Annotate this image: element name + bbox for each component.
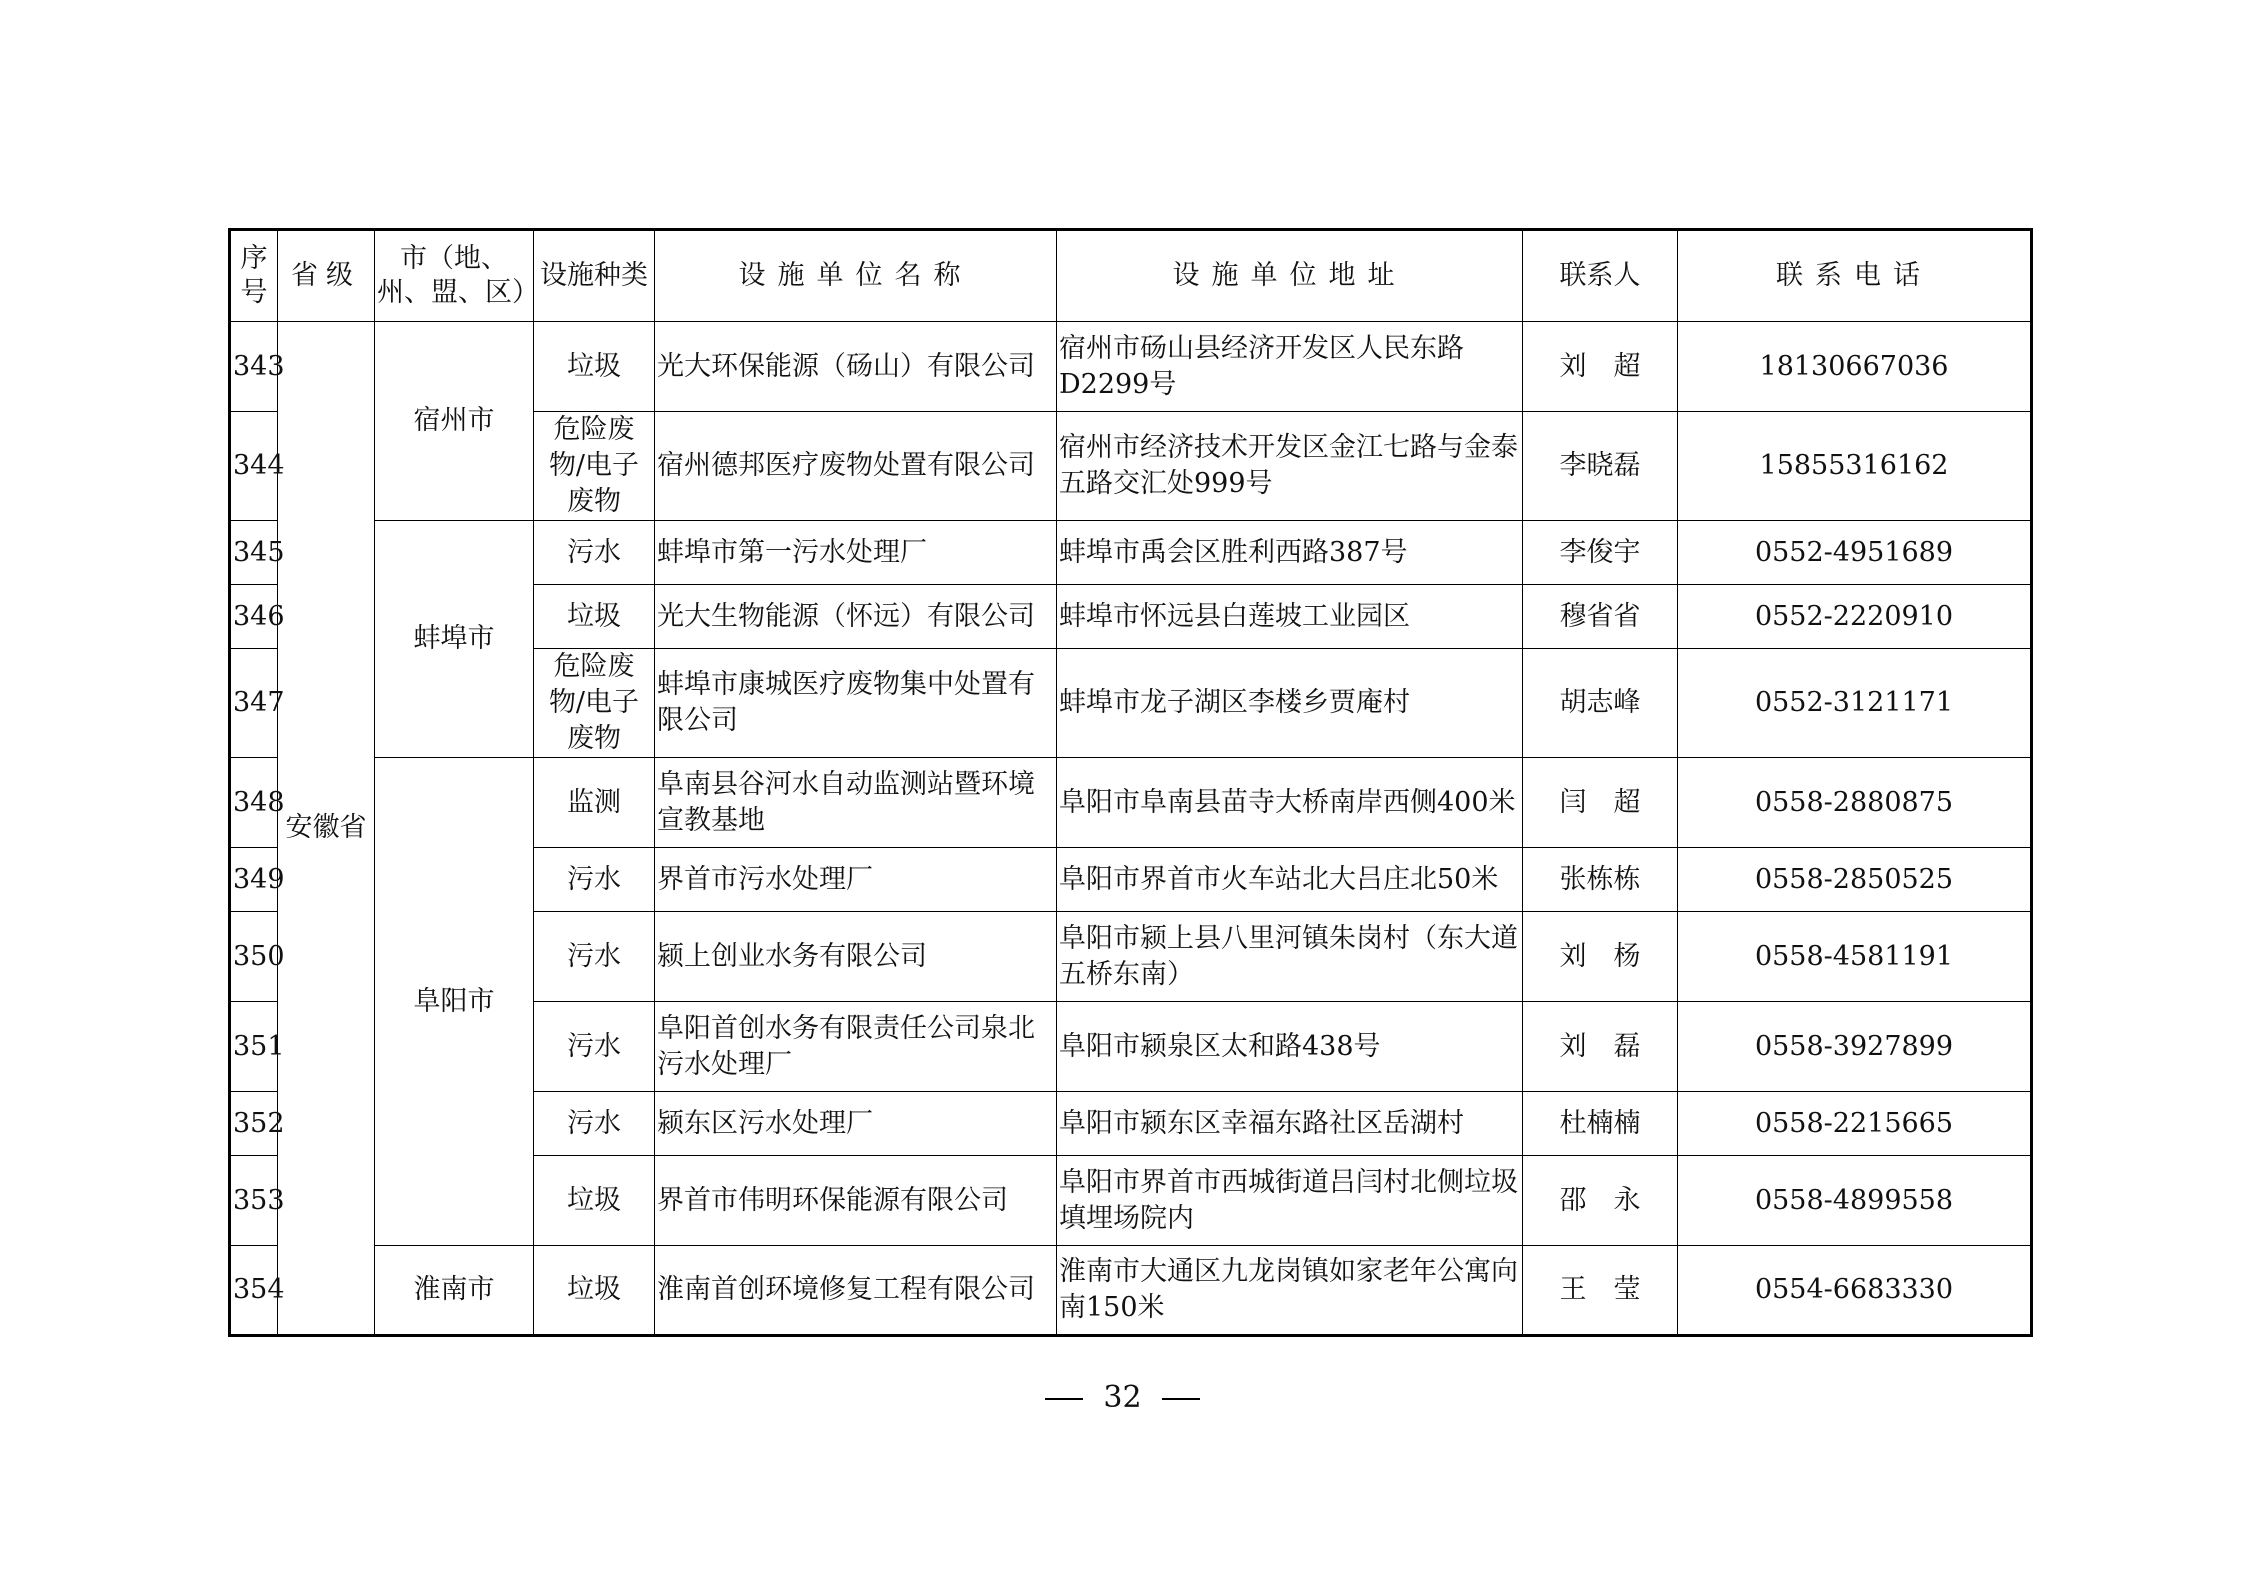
header-phone: 联系电话 (1678, 230, 2032, 322)
cell-seq: 350 (230, 912, 278, 1002)
table-header-row (230, 230, 2032, 322)
cell-address: 淮南市大通区九龙岗镇如家老年公寓向南150米 (1057, 1246, 1523, 1336)
cell-name: 界首市污水处理厂 (655, 848, 1057, 912)
page-number (0, 1380, 2245, 1415)
cell-contact: 穆省省 (1523, 585, 1678, 649)
cell-city-fuyang: 阜阳市 (375, 758, 534, 1246)
cell-name: 光大生物能源（怀远）有限公司 (655, 585, 1057, 649)
table-row (230, 521, 2032, 585)
cell-contact: 李晓磊 (1523, 412, 1678, 521)
cell-phone: 0554-6683330 (1678, 1246, 2032, 1336)
cell-contact: 杜楠楠 (1523, 1092, 1678, 1156)
cell-phone: 0558-4581191 (1678, 912, 2032, 1002)
page-number-value: 32 (1103, 1380, 1142, 1415)
cell-seq: 343 (230, 322, 278, 412)
cell-name: 蚌埠市第一污水处理厂 (655, 521, 1057, 585)
cell-province: 安徽省 (278, 322, 375, 1336)
cell-name: 光大环保能源（砀山）有限公司 (655, 322, 1057, 412)
cell-address: 阜阳市阜南县苗寺大桥南岸西侧400米 (1057, 758, 1523, 848)
table-row (230, 758, 2032, 848)
cell-seq: 351 (230, 1002, 278, 1092)
cell-name: 颍上创业水务有限公司 (655, 912, 1057, 1002)
cell-type: 危险废物/电子废物 (534, 412, 655, 521)
header-contact: 联系人 (1523, 230, 1678, 322)
cell-type: 污水 (534, 521, 655, 585)
cell-contact: 刘 超 (1523, 322, 1678, 412)
cell-phone: 15855316162 (1678, 412, 2032, 521)
cell-seq: 344 (230, 412, 278, 521)
cell-seq: 348 (230, 758, 278, 848)
cell-city-bengbu: 蚌埠市 (375, 521, 534, 758)
cell-seq: 349 (230, 848, 278, 912)
cell-phone: 0552-2220910 (1678, 585, 2032, 649)
cell-type: 污水 (534, 848, 655, 912)
cell-name: 宿州德邦医疗废物处置有限公司 (655, 412, 1057, 521)
cell-seq: 346 (230, 585, 278, 649)
cell-phone: 0558-4899558 (1678, 1156, 2032, 1246)
cell-type: 污水 (534, 1002, 655, 1092)
cell-phone: 0558-3927899 (1678, 1002, 2032, 1092)
cell-phone: 18130667036 (1678, 322, 2032, 412)
cell-address: 阜阳市界首市火车站北大吕庄北50米 (1057, 848, 1523, 912)
cell-name: 蚌埠市康城医疗废物集中处置有限公司 (655, 649, 1057, 758)
cell-address: 蚌埠市怀远县白莲坡工业园区 (1057, 585, 1523, 649)
cell-seq: 353 (230, 1156, 278, 1246)
cell-phone: 0558-2215665 (1678, 1092, 2032, 1156)
page-number-right-dash (1162, 1398, 1200, 1400)
header-seq: 序号 (230, 230, 278, 322)
header-address: 设施单位地址 (1057, 230, 1523, 322)
cell-address: 阜阳市颍上县八里河镇朱岗村（东大道五桥东南） (1057, 912, 1523, 1002)
cell-address: 宿州市砀山县经济开发区人民东路D2299号 (1057, 322, 1523, 412)
cell-name: 阜阳首创水务有限责任公司泉北污水处理厂 (655, 1002, 1057, 1092)
cell-seq: 347 (230, 649, 278, 758)
cell-type: 垃圾 (534, 322, 655, 412)
cell-type: 污水 (534, 912, 655, 1002)
cell-contact: 刘 磊 (1523, 1002, 1678, 1092)
cell-address: 蚌埠市龙子湖区李楼乡贾庵村 (1057, 649, 1523, 758)
cell-contact: 刘 杨 (1523, 912, 1678, 1002)
page-number-left-dash (1045, 1398, 1083, 1400)
cell-type: 垃圾 (534, 585, 655, 649)
cell-address: 宿州市经济技术开发区金江七路与金泰五路交汇处999号 (1057, 412, 1523, 521)
cell-type: 污水 (534, 1092, 655, 1156)
table-row (230, 1246, 2032, 1336)
cell-type: 危险废物/电子废物 (534, 649, 655, 758)
facility-table (228, 228, 2033, 1337)
cell-phone: 0558-2850525 (1678, 848, 2032, 912)
cell-address: 阜阳市颍东区幸福东路社区岳湖村 (1057, 1092, 1523, 1156)
cell-type: 垃圾 (534, 1246, 655, 1336)
table-row (230, 322, 2032, 412)
cell-seq: 354 (230, 1246, 278, 1336)
cell-seq: 352 (230, 1092, 278, 1156)
cell-phone: 0552-3121171 (1678, 649, 2032, 758)
cell-type: 垃圾 (534, 1156, 655, 1246)
cell-contact: 张栋栋 (1523, 848, 1678, 912)
cell-name: 阜南县谷河水自动监测站暨环境宣教基地 (655, 758, 1057, 848)
header-city: 市（地、州、盟、区） (375, 230, 534, 322)
cell-name: 界首市伟明环保能源有限公司 (655, 1156, 1057, 1246)
cell-address: 蚌埠市禹会区胜利西路387号 (1057, 521, 1523, 585)
cell-address: 阜阳市界首市西城街道吕闫村北侧垃圾填埋场院内 (1057, 1156, 1523, 1246)
cell-address: 阜阳市颍泉区太和路438号 (1057, 1002, 1523, 1092)
cell-contact: 李俊宇 (1523, 521, 1678, 585)
header-type: 设施种类 (534, 230, 655, 322)
cell-name: 颍东区污水处理厂 (655, 1092, 1057, 1156)
header-name: 设施单位名称 (655, 230, 1057, 322)
cell-contact: 王 莹 (1523, 1246, 1678, 1336)
cell-name: 淮南首创环境修复工程有限公司 (655, 1246, 1057, 1336)
cell-type: 监测 (534, 758, 655, 848)
cell-city-suzhou: 宿州市 (375, 322, 534, 521)
cell-seq: 345 (230, 521, 278, 585)
cell-contact: 邵 永 (1523, 1156, 1678, 1246)
cell-phone: 0552-4951689 (1678, 521, 2032, 585)
cell-phone: 0558-2880875 (1678, 758, 2032, 848)
cell-city-huainan: 淮南市 (375, 1246, 534, 1336)
cell-contact: 闫 超 (1523, 758, 1678, 848)
cell-contact: 胡志峰 (1523, 649, 1678, 758)
header-province: 省级 (278, 230, 375, 322)
